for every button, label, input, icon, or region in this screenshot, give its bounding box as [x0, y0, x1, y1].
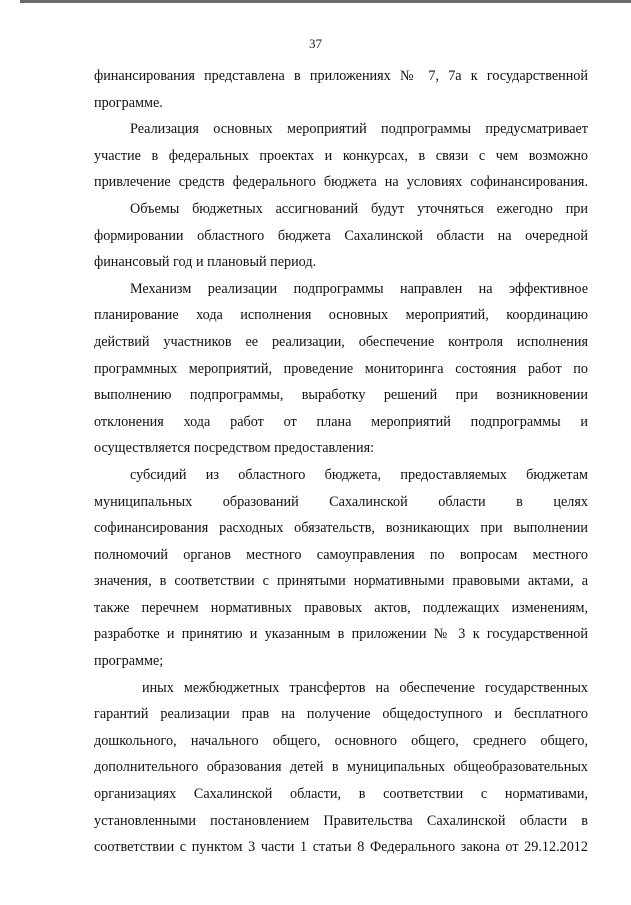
text-line: установленными постановлением Правительства Сахалинской области в: [94, 812, 588, 829]
text-line: планирование хода исполнения основных мероприятий, координацию: [94, 307, 588, 324]
text-line: участие в федеральных проектах и конкурсах, в связи с чем возможно: [94, 147, 588, 164]
text-line: дополнительного образования детей в муниципальных общеобразовательных: [94, 759, 588, 776]
text-line: Механизм реализации подпрограммы направлен на эффективное: [130, 280, 588, 297]
text-line: осуществляется посредством предоставления:: [94, 440, 375, 457]
text-line: Объемы бюджетных ассигнований будут уточняться ежегодно при: [130, 200, 588, 217]
text-line: программных мероприятий, проведение мониторинга состояния работ по: [94, 360, 588, 377]
text-line: значения, в соответствии с принятыми нормативными правовыми актами, а: [94, 573, 588, 590]
text-line: также перечнем нормативных правовых актов, подлежащих изменениям,: [94, 599, 588, 616]
text-line: дошкольного, начального общего, основного общего, среднего общего,: [94, 732, 588, 749]
text-line: полномочий органов местного самоуправления по вопросам местного: [94, 546, 588, 563]
text-line: действий участников ее реализации, обеспечение контроля исполнения: [94, 333, 588, 350]
text-line: соответствии с пунктом 3 части 1 статьи 8 Федерального закона от 29.12.2012: [94, 839, 588, 856]
page-number: 37: [309, 36, 322, 51]
document-body: [94, 63, 588, 861]
text-line: Реализация основных мероприятий подпрограммы предусматривает: [130, 121, 588, 138]
text-line: финансирования представлена в приложениях № 7, 7а к государственной: [94, 68, 588, 84]
text-line: софинансирования расходных обязательств, возникающих при выполнении: [94, 520, 588, 537]
text-line: программе.: [94, 94, 163, 111]
text-line: разработке и принятию и указанным в приложении № 3 к государственной: [94, 626, 588, 643]
text-line: иных межбюджетных трансфертов на обеспечение государственных: [142, 679, 588, 696]
text-line: гарантий реализации прав на получение общедоступного и бесплатного: [94, 706, 588, 723]
text-line: организациях Сахалинской области, в соответствии с нормативами,: [94, 786, 588, 803]
text-line: выполнению подпрограммы, выработку решений при возникновении: [94, 387, 588, 404]
text-line: формировании областного бюджета Сахалинской области на очередной: [94, 227, 588, 244]
page-top-edge: [20, 0, 631, 3]
text-line: программе;: [94, 653, 164, 670]
text-line: привлечение средств федерального бюджета на условиях софинансирования.: [94, 174, 588, 191]
text-line: финансовый год и плановый период.: [94, 254, 317, 271]
text-line: субсидий из областного бюджета, предоставляемых бюджетам: [130, 466, 588, 483]
text-line: отклонения хода работ от плана мероприятий подпрограммы и: [94, 413, 588, 430]
text-line: муниципальных образований Сахалинской области в целях: [94, 493, 588, 510]
